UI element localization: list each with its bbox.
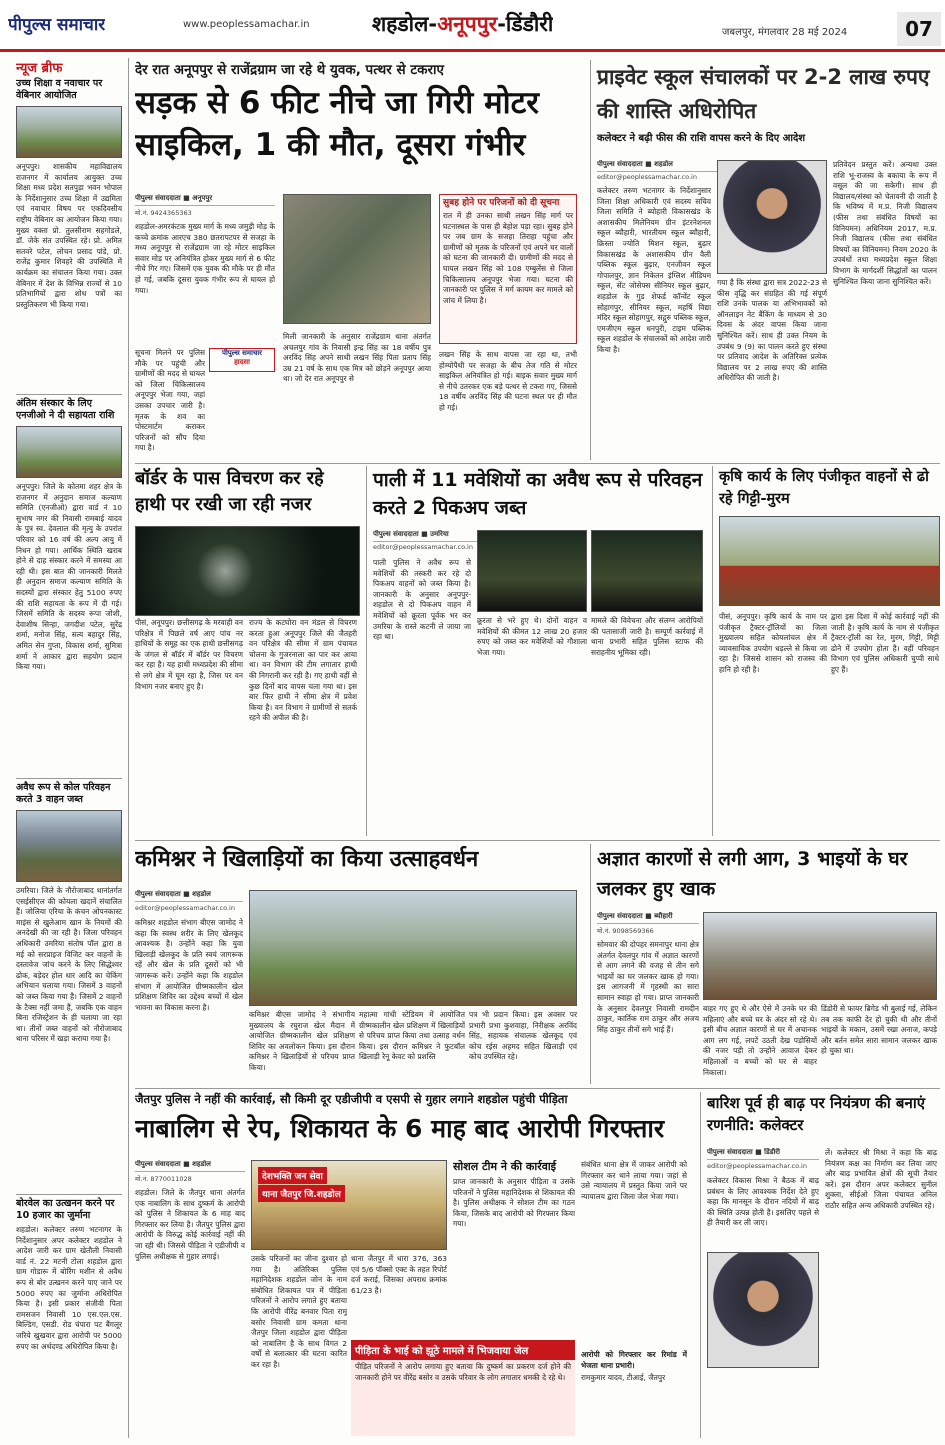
commissioner-text-2: कमिश्नर बीएस जामोद ने संभागीय मुख्यालय के रघुराज खेल मैदान में आयोजित ग्रीष्मकालीन खेल प्रशिक्षण शिविर का अवलोकन किया। इस दौरान कमिश्नर ने खिलाड़ियों से परिचय प्राप्त किया। bbox=[249, 1010, 355, 1072]
stamp-badge bbox=[209, 348, 275, 372]
arrest-kicker: जैतपुर पुलिस ने नहीं की कार्रवाई, सौ किमी दूर एडीजीपी व एसपी से गुहार लगाने शहडोल पहुंची पीड़िता bbox=[135, 1092, 568, 1106]
flood-byline: पीपुल्स संवाददाता ■ डिंडौरी bbox=[707, 1148, 819, 1160]
fire-text-1: सोमवार की दोपहर समनापुर थाना क्षेत्र अंतर्गत देवलपुर गांव में अज्ञात कारणों से आग लगने की वजह से तीन सगे भाइयों का घर जलकर खाक हो गया। इस आगजनी में गृहस्थी का सारा सामान स्वाहा हो गया। प्राप्त जानकारी के अनुसार देवलपुर निवासी रामदीन ठाकुर, कार्तिक राम ठाकुर और अजय सिंह ठाकुर तीनों सगे भाई हैं। bbox=[597, 940, 699, 1034]
arrest-headline: नाबालिग से रेप, शिकायत के 6 माह बाद आरोपी गिरफ्तार bbox=[135, 1114, 665, 1143]
top-story bbox=[135, 60, 580, 460]
collector-portrait bbox=[717, 160, 827, 274]
jail-box bbox=[351, 1340, 575, 1436]
commissioner-text-3: महात्मा गांधी स्टेडियम में आयोजित ग्रीष्मकालीन खेल प्रशिक्षण में खिलाड़ियों से परिचय प्राप्त किया तथा उत्साह वर्धन किया। इस दौरान कमिश्नर ने फुटबॉल खिलाड़ी रेनू केवट को प्रशस्ति bbox=[359, 1010, 465, 1062]
arrest-text-1: शहडोल। जिले के जैतपुर थाना अंतर्गत एक नाबालिग के साथ दुष्कर्म के आरोपी को पुलिस ने शिकायत के 6 माह बाद गिरफ्तार कर लिया है। जैतपुर पुलिस द्वारा आरोपी के विरुद्ध कोई कार्रवाई नहीं की जा रही थी। जिससे पीड़िता ने एडीजीपी व पुलिस अधीक्षक से गुहार लगाई। bbox=[135, 1188, 245, 1261]
brief-1-photo bbox=[16, 106, 122, 158]
arrest-caption bbox=[581, 1350, 687, 1436]
brief-2-text: अनूपपुर। जिले के कोतमा शहर क्षेत्र के राजनगर में अनुदान समाज कल्याण समिति (एनजीओ) द्वारा वार्ड नं 10 सुभाष नगर की निवासी रामबाई यादव के पुत्र स्व. देवलाल की मृत्यु के उपरांत परिवार को 16 वर्ष की अल्प आयु में निधन हो गया। आर्थिक स्थिति खराब होने से दाह संस्कार करने में समस्या आ रही थी। इस बात की जानकारी मिलते ही अनुदान समाज कल्याण समिति के सदस्यों द्वारा संस्कार हेतु 5100 रुपए की राशि सहायता के रूप में दी गई। जिसमें समिति के सदस्य रूपा जोशी, देवाशीष सिन्हा, जगदीश पटेल, सुरेंद्र शर्मा, मनोज सिंह, सत्य बहादुर सिंह, अमित सेन गुप्ता, विकास शर्मा, सुमित्रा शर्मा ने आकार द्वारा सहयोग प्रदान किया गया। bbox=[16, 482, 122, 672]
news-brief-label: न्यूज ब्रीफ bbox=[16, 61, 63, 76]
arrest-mobile: मो.नं. 8770011028 bbox=[135, 1175, 192, 1183]
top-story-text-2: सूचना मिलने पर पुलिस मौके पर पहुंची और ग्रामीणों की मदद से घायल को जिला चिकित्सालय अनूपपुर भेजा गया, जहां उसका उपचार जारी है। मृतक के शव का पोस्टमार्टम कराकर परिजनों को सौंप दिया गया है। bbox=[135, 348, 205, 453]
brief-3-photo bbox=[16, 810, 122, 882]
truck-headline: कृषि कार्य के लिए पंजीकृत वाहनों से ढो रहे गिट्टी-मुरम bbox=[719, 469, 929, 507]
cattle-headline: पाली में 11 मवेशियों का अवैध रूप से परिवहन करते 2 पिकअप जब्त bbox=[373, 469, 703, 519]
top-story-kicker: देर रात अनूपपुर से राजेंद्रग्राम जा रहे थे युवक, पत्थर से टकराए bbox=[135, 62, 444, 78]
row-divider-3 bbox=[135, 1088, 940, 1089]
school-story-deck: कलेक्टर ने बढ़ी फीस की राशि वापस करने के दिए आदेश bbox=[597, 133, 806, 144]
section-part-c: -डिंडौरी bbox=[497, 12, 554, 36]
elephant-story bbox=[135, 466, 360, 836]
truck-text-2: द्वारा इस दिशा में कोई कार्रवाई नहीं की जाती है। कृषि कार्य के नाम से पंजीकृत ट्रैक्टर-ट्रॉली का रेत, मुरम, गिट्टी, मिट्टी ढोने में उपयोग होता है। वहीं परिवहन विभाग एवं पुलिस अधिकारी चुप्पी साधे हुए हैं। bbox=[831, 612, 939, 674]
morning-notice-box bbox=[439, 194, 577, 344]
jail-headline: पीड़िता के भाई को झूठे मामले में भिजवाया जेल bbox=[351, 1340, 575, 1360]
top-story-mobile: मो.नं. 9424365363 bbox=[135, 209, 192, 217]
fire-mobile: मो.नं. 9098569366 bbox=[597, 927, 654, 935]
pickup-photo-1 bbox=[477, 530, 587, 612]
social-team-headline: सोशल टीम ने की कार्रवाई bbox=[453, 1160, 557, 1173]
flood-story bbox=[700, 1092, 940, 1438]
flood-headline: बारिश पूर्व ही बाढ़ पर नियंत्रण की बनाएं रणनीति: कलेक्टर bbox=[707, 1094, 925, 1134]
brief-3-text: उमरिया। जिले के नौरोजाबाद थानांतर्गत एसईसीएल की कोयला खदानें संचालित हैं। जोलिया एरिया के कंचन ओपनकास्ट माइंस से खुलेआम खान के नियमों की अनदेखी की जा रही है। जिला परिवहन अधिकारी उमरिया संतोष पॉल द्वारा 8 मई को सरप्राइज विजिट कर वाहनों के दस्तावेज जांच करने के लिए सिद्धेश्वर ढोक, बड़ेदर होल धार आदि का चेकिंग अभियान चलाया गया। जिसमें 3 वाहनों को जब्त किया गया है। जिसमें 2 वाहनों के टैक्स नहीं जमा हैं, जबकि एक वाहन बिना रजिस्ट्रेशन के ही चलाया जा रहा था। तीनों जब्त वाहनों को नौरोजाबाद थाना परिसर में खड़ा कराया गया है। bbox=[16, 886, 122, 1044]
jail-text: पीड़ित परिजनों ने आरोप लगाया हुए बताया कि दुष्कर्म का प्रकरण दर्ज होने की जानकारी होने पर वीरेंद्र बसोर व उसके परिवार के लोग लगातार धमकी दे रहे थे। bbox=[355, 1362, 571, 1382]
section-part-a: शहडोल- bbox=[372, 12, 438, 36]
stamp-badge-line2: हादसा bbox=[234, 358, 250, 366]
newspaper-logo: पीपुल्स समाचार bbox=[8, 15, 106, 35]
commissioner-headline: कमिश्नर ने खिलाड़ियों का किया उत्साहवर्धन bbox=[135, 847, 479, 872]
truck-text-1: पीसं, अनूपपुर। कृषि कार्य के नाम पर पंजीकृत ट्रैक्टर-ट्रॉलियों का जिला मुख्यालय सहित कोयलांचल क्षेत्र में व्यावसायिक उपयोग धड़ल्ले से किया जा रहा है। जिससे शासन को राजस्व की हानि हो रही है। bbox=[719, 612, 827, 674]
arrest-text-4: संबंधित थाना क्षेत्र में जाकर आरोपी को गिरफ्तार कर थाने लाया गया। जहां से उसे न्यायालय में प्रस्तुत किया जाने पर न्यायालय द्वारा जिला जेल भेजा गया। bbox=[581, 1160, 687, 1201]
cattle-email: editor@peoplessamachar.co.in bbox=[373, 543, 473, 551]
school-fee-story bbox=[590, 60, 940, 460]
morning-notice-text: रात में ही उनका साथी लखन सिंह मार्ग पर घटनास्थल के पास ही बेहोश पड़ा रहा। सुबह होने पर जब ग्राम के सजहा तिराहा पहुंचा और ग्रामीणों को मृतक के परिजनों एवं अपने घर वालों को घटना की जानकारी दी। ग्रामीणों की मदद से घायल लखन सिंह को 108 एम्बुलेंस से जिला चिकित्सालय अनूपपुर भेजा गया। घटना की जानकारी पर पुलिस ने मर्ग कायम कर मामले को जांच में लिया है। bbox=[443, 211, 573, 305]
morning-notice-headline: सुबह होने पर परिजनों को दी सूचना bbox=[443, 198, 560, 208]
cattle-byline: पीपुल्स संवाददाता ■ उमरिया bbox=[373, 530, 523, 542]
arrest-text-3: थाना जैतपुर में धारा 376, 363 एवं 5/6 पॉक्सो एक्ट के तहत रिपोर्ट दर्ज कराई, जिसका अपराध क्रमांक 61/23 है। bbox=[351, 1254, 447, 1295]
elephant-text-1: पीसं, अनूपपुर। छत्तीसगढ़ के मरवाही वन परिक्षेत्र में पिछले वर्ष आए पांच नर हाथियों के समूह का एक हाथी छत्तीसगढ़ के जंगल से बॉर्डर में बॉर्डर पर विचरण कर रहा है। यह हाथी मध्यप्रदेश की सीमा से लगे क्षेत्र में घूम रहा है, जिस पर वन विभाग नजर बनाए हुए है। bbox=[135, 618, 243, 691]
cattle-story bbox=[366, 466, 706, 836]
social-team-box bbox=[453, 1160, 575, 1338]
fire-text-2: बाहर गए हुए थे और ऐसे में उनके घर की महिलाएं और बच्चे घर के अंदर सो रहे थे। इसी बीच अज्ञात कारणों से घर में अचानक आग लग गई, लपटें उठती देख पड़ोसियों की नजर पड़ी तो उन्होंने आवाज देकर महिलाओं व बच्चों को घर से बाहर निकाला। bbox=[703, 1004, 817, 1077]
arrest-story bbox=[135, 1092, 690, 1438]
row-divider-2 bbox=[135, 840, 940, 841]
elephant-headline: बॉर्डर के पास विचरण कर रहे हाथी पर रखी जा रही नजर bbox=[135, 468, 324, 515]
school-story-text-2: गया है कि संस्था द्वारा सत्र 2022-23 से फीस वृद्धि कर संग्रहित की गई संपूर्ण राशि उनके पालक या अभिभावकों को ऑनलाइन नेट बैंकिंग के माध्यम से 30 दिवस के अंदर वापस किया जाना सुनिश्चित करें। साथ ही उक्त नियम के उपबंध 9 (9) का पालन करते हुए संस्था पर प्रतिवाद आदेश के अतिरिक्त प्रत्येक विद्यालय पर 2 लाख रुपए की शास्ति अधिरोपित की जाती है। bbox=[717, 278, 827, 383]
school-story-byline: पीपुल्स संवाददाता ■ शहडोल bbox=[597, 160, 757, 172]
arrest-text-2: उसके परिजनों का जीना दुश्वार हो गया है। अतिरिक्त पुलिस महानिदेशक शहडोल जोन के नाम संबोधित शिकायत पत्र में पीड़िता परिजनों ने आरोप लगाते हुए बताया कि आरोपी वीरेंद्र बनवार पिता रामू बसोर निवासी ग्राम कमता थाना जैतपुर जिला शहडोल द्वारा पीड़िता को नाबालिग है के साथ विगत 2 वर्षों से बलात्कार की घटना कारित कर रहा है। bbox=[251, 1254, 347, 1369]
elephant-photo bbox=[135, 526, 360, 616]
cattle-text-1: पाली पुलिस ने अवैध रूप से मवेशियों की तस्करी कर रहे दो पिकअप वाहनों को जब्त किया है। जानकारी के अनुसार अनूपपुर-शहडोल से दो पिकअप वाहन में मवेशियों को क्रूरता पूर्वक भर कर उमरिया के रास्ते कटनी ले जाया जा रहा था। bbox=[373, 558, 471, 642]
flood-email: editor@peoplessamachar.co.in bbox=[707, 1162, 807, 1170]
issue-date: जबलपुर, मंगलवार 28 मई 2024 bbox=[722, 27, 848, 38]
commissioner-text-1: कमिश्नर शहडोल संभाग बीएस जामोद ने कहा कि स्वस्थ शरीर के लिए खेलकूद आवश्यक है। उन्होंने कहा कि युवा खिलाड़ी खेलकूद के प्रति स्वयं जागरूक रहें और खेल के प्रति दूसरों को भी जागरूक करें। उन्होंने कहा कि शहडोल संभाग में आयोजित ग्रीष्मकालीन खेल प्रशिक्षण शिविर का उद्देश्य बच्चों में खेल भावना का विकास करना है। bbox=[135, 918, 243, 1012]
school-story-text-1: कलेक्टर तरुण भटनागर के निर्देशानुसार जिला शिक्षा अधिकारी एवं सदस्य सचिव जिला समिति ने ब्योहारी विकासखंड के अशासकीय मिलेनियम ग्रीन इंटरनेशनल स्कूल ब्यौहारी, भारतीयम स्कूल ब्यौहारी, क्रिस्ता ज्योति मिशन स्कूल, बुढ़ार विकासखंड के अशासकीय ग्रीन वैली पब्लिक स्कूल बुढ़ार, एनजीवन स्कूल गोपालपुर, ज्ञान निकेतन इंग्लिश मीडियम स्कूल, सेंट जोसेफ्स सीनियर स्कूल बुढ़ार, शहडोल के गुड शेफर्ड कॉन्वेंट स्कूल सोहागपुर, सीनियर स्कूल, महर्षि विद्या मंदिर स्कूल सोहागपुर, सद्गुरु पब्लिक स्कूल, एमजीएम स्कूल धनपुरी, टाइम पब्लिक स्कूल शहडोल के संचालकों को आदेश जारी किया है। bbox=[597, 186, 711, 354]
top-story-headline: सड़क से 6 फीट नीचे जा गिरी मोटर साइकिल, 1 की मौत, दूसरा गंभीर bbox=[135, 85, 539, 163]
section-title bbox=[372, 10, 553, 38]
fire-story bbox=[590, 844, 940, 1084]
pickup-photo-2 bbox=[591, 530, 703, 612]
arrest-caption-text: आरोपी को गिरफ्तार कर रिमांड में भेजता थाना प्रभारी। bbox=[581, 1350, 687, 1370]
top-story-byline: पीपुल्स संवाददाता ■ अनूपपुर bbox=[135, 194, 275, 206]
school-story-email: editor@peoplessamachar.co.in bbox=[597, 173, 697, 181]
website-url[interactable]: www.peoplessamachar.in bbox=[183, 19, 310, 30]
brief-2-photo bbox=[16, 426, 122, 478]
collector-speaking-photo bbox=[707, 1252, 819, 1368]
social-team-text: प्राप्त जानकारी के अनुसार पीड़िता व उसके परिजनों ने पुलिस महानिदेशक से शिकायत की है। पुलिस अधीक्षक ने सोशल टीम का गठन किया, जिसके बाद आरोपी को गिरफ्तार किया गया। bbox=[453, 1177, 575, 1229]
page-number: 07 bbox=[897, 12, 941, 46]
elephant-text-2: राज्य के कटघोरा वन मंडल से विचरण करता हुआ अनूपपुर जिले की जैतहरी वन परिक्षेत्र की सीमा में ग्राम पंचायत चोलना के गुजरनाला का पार कर आया था। वन विभाग की टीम लगातार हाथी की निगरानी कर रही है। गए हाथी वहीं से कुछ दिनों बाद वापस चला गया था। इस बार फिर हाथी ने सीमा क्षेत्र में प्रवेश किया है। वन विभाग ने ग्रामीणों से सतर्क रहने की अपील की है। bbox=[249, 618, 357, 723]
flood-text-1: कलेक्टर विकास मिश्रा ने बैठक में बाढ़ प्रबंधन के लिए आवश्यक निर्देश देते हुए कहा कि मानसून के दौरान नदियों में बाढ़ की स्थिति उत्पन्न होती है। इसलिए पहले से ही तैयारी कर ली जाए। bbox=[707, 1176, 819, 1228]
brief-3-headline: अवैध रूप से कोल परिवहन करते 3 वाहन जब्त bbox=[16, 778, 122, 806]
section-part-b: अनूपपुर bbox=[437, 12, 498, 36]
station-sign-2: थाना जैतपुर जि.शहडोल bbox=[258, 1185, 345, 1202]
school-story-headline: प्राइवेट स्कूल संचालकों पर 2-2 लाख रुपए की शास्ति अधिरोपित bbox=[597, 65, 930, 123]
truck-story bbox=[712, 466, 940, 836]
accident-photo bbox=[283, 194, 431, 324]
commissioner-email: editor@peoplessamachar.co.in bbox=[135, 904, 235, 912]
top-story-text-3: मिली जानकारी के अनुसार राजेंद्रग्राम थाना अंतर्गत अचलपुर गांव के निवासी इन्द्र सिंह का 18 वर्षीय पुत्र अरविंद सिंह अपने साथी लखन सिंह पिता प्रताप सिंह उम्र 21 वर्ष के साथ एक मित्र को छोड़ने अनूपपुर आया था। जो देर रात अनूपपुर से bbox=[283, 332, 431, 384]
tractor-photo bbox=[719, 516, 940, 606]
cattle-text-3: मामले की विवेचना और संलग्न आरोपियों की पतासाजी जारी है। सम्पूर्ण कार्रवाई में थाना प्रभारी सहित पुलिस स्टाफ की सराहनीय भूमिका रही। bbox=[591, 616, 703, 657]
top-story-text-1: शहडोल-अमरकंटक मुख्य मार्ग के मध्य जमुड़ी मोड़ के कच्चे क्रमांक आरएच 380 छतरापटपर से सजहा के मध्य अनूपपुर से राजेंद्रग्राम जा रहे मोटर साइकिल सवार मोड़ पर अनियंत्रित होकर मुख्य मार्ग से 6 फीट नीचे गिर गए। जिसमें एक युवक की मौके पर ही मौत हो गई, जबकि दूसरा युवक गंभीर रूप से घायल हो गया। bbox=[135, 222, 275, 295]
fire-text-3: डिंडोरी से फायर ब्रिगेड भी बुलाई गई, लेकिन तब तक काफी देर हो चुकी थी और तीनों भाइयों के मकान, उसमें रखा अनाज, कपड़े और बर्तन समेत सारा सामान जलकर खाक हो चुका था। bbox=[821, 1004, 937, 1056]
brief-1-headline: उच्च शिक्षा व नवाचार पर वेबिनार आयोजित bbox=[16, 78, 103, 101]
masthead bbox=[0, 0, 945, 52]
top-story-text-4: लखन सिंह के साथ वापस जा रहा था, तभी होम्योपैथी पर सजहा के बीच तेज गति से मोटर साइकिल अनियंत्रित हो गई। बाइक सवार मुख्य मार्ग से नीचे उतरकर एक बड़े पत्थर से टकरा गए, जिससे 18 वर्षीय अरविंद सिंह की घटना स्थल पर ही मौत हो गई। bbox=[439, 350, 577, 412]
station-sign-1: देशभक्ति जन सेवा bbox=[258, 1167, 327, 1184]
sports-ceremony-photo bbox=[249, 890, 577, 1006]
police-station-photo bbox=[251, 1160, 447, 1250]
news-brief-column bbox=[16, 58, 122, 1438]
commissioner-byline: पीपुल्स संवाददाता ■ शहडोल bbox=[135, 890, 243, 902]
brief-4-text: शहडोल। कलेक्टर तरुण भटनागर के निर्देशानुसार अपर कलेक्टर शहडोल ने आदेश जारी कर ग्राम खेतौली निवासी वार्ड नं. 22 मटनी टोला शहडोल द्वारा ग्राम गोडारू में बोरिंग मशीन से अवैध रूप से बोर उत्खनन करने पाए जाने पर 5000 रुपए का जुर्माना अधिरोपित किया है। इसी प्रकार संजीवी पिता रामसजन निवासी 10 एस.एल.एस. बिल्डिंग, एसडी. रोड चंपारा पट बैंगलूर जरिये खुखवार द्वारा आरोपी पर 5000 रुपए का अर्थदण्ड अधिरोपित किया है। bbox=[16, 1225, 122, 1351]
commissioner-text-4: पत्र भी प्रदान किया। इस अवसर पर प्रभारी प्रभा कुशवाहा, निरीक्षक अरविंद सिंह, सहायक संचालक खेलकूद एवं कोच रईस अहमद सहित खिलाड़ी एवं कोच उपस्थित रहे। bbox=[469, 1010, 577, 1062]
fire-headline: अज्ञात कारणों से लगी आग, 3 भाइयों के घर जलकर हुए खाक bbox=[597, 848, 908, 900]
flood-text-2: लें। कलेक्टर श्री मिश्रा ने कहा कि बाढ़ नियंत्रण कक्ष का निर्माण कर लिया जाए और बाढ़ प्रभावित क्षेत्रों की सूची तैयार करें। इस दौरान अपर कलेक्टर सुनील शुक्ला, सीईओ जिला पंचायत अनिल राठौर सहित अन्य अधिकारी उपस्थित रहे। bbox=[825, 1148, 937, 1210]
arrest-byline: पीपुल्स संवाददाता ■ शहडोल bbox=[135, 1160, 245, 1172]
stamp-badge-line1: पीपुल्स समाचार bbox=[221, 349, 263, 357]
cattle-text-2: क्रूरता से भरे हुए थे। दोनों वाहन व मवेशियों की कीमत 12 लाख 20 हजार रुपए को जब्त कर मवेशियों को गौशाला भेजा गया। bbox=[477, 616, 587, 657]
brief-2-headline: अंतिम संस्कार के लिए एनजीओ ने दी सहायता राशि bbox=[16, 394, 122, 422]
fire-byline: पीपुल्स संवाददाता ■ ब्यौहारी bbox=[597, 912, 699, 924]
row-divider bbox=[135, 463, 940, 464]
arrest-caption-name: रामकुमार यादव, टीआई, जैतपुर bbox=[581, 1373, 666, 1383]
brief-4-headline: बोरवेल का उत्खनन करने पर 10 हजार का जुर्माना bbox=[16, 1194, 122, 1222]
school-story-text-3: प्रतिवेदन प्रस्तुत करें। अन्यथा उक्त राशि भू-राजस्व के बकाया के रूप में वसूल की जा सकेगी। साथ ही विद्यालय/संस्था को चेतावनी दी जाती है कि भविष्य में म.प्र. निजी विद्यालय (फीस तथा संबंधित विषयों का विनियमन) अधिनियम 2017, म.प्र. निजी विद्यालय (फीस तथा संबंधित विषयों का विनियमन) नियम 2020 के उपबंधों तथा मध्यप्रदेश स्कूल शिक्षा विभाग के मार्गदर्शी सिद्धांतों का पालन सुनिश्चित किया जाना सुनिश्चित करें। bbox=[833, 160, 937, 286]
burnt-house-photo bbox=[703, 912, 937, 1000]
brief-1-text: अनूपपुर। शासकीय महाविद्यालय राजनगर में कार्यालय आयुक्त उच्च शिक्षा मध्य प्रदेश सतपुड़ा भवन भोपाल के निर्देशानुसार उच्च शिक्षा में उद्यमिता एवं नवाचार विषय पर एकदिवसीय राष्ट्रीय वेबिनार का आयोजन किया गया। मुख्य वक्ता प्रो. तुलसीराम सहगोडले, डॉ. जेके संत उपस्थित रहे। प्रो. अमित सतवरे पटेल, लोचन प्रसाद पांडे, प्रो. राजेंद्र कुमार शिवहरे की उपस्थिति में कार्यक्रम का संचालन किया गया। उक्त वेबिनार में देश के विभिन्न राज्यों से 10 प्रतिभागियों द्वारा शोध पत्रों का प्रस्तुतिकरण भी किया गया। bbox=[16, 162, 122, 309]
commissioner-story bbox=[135, 844, 580, 1084]
column-divider bbox=[128, 58, 129, 1438]
